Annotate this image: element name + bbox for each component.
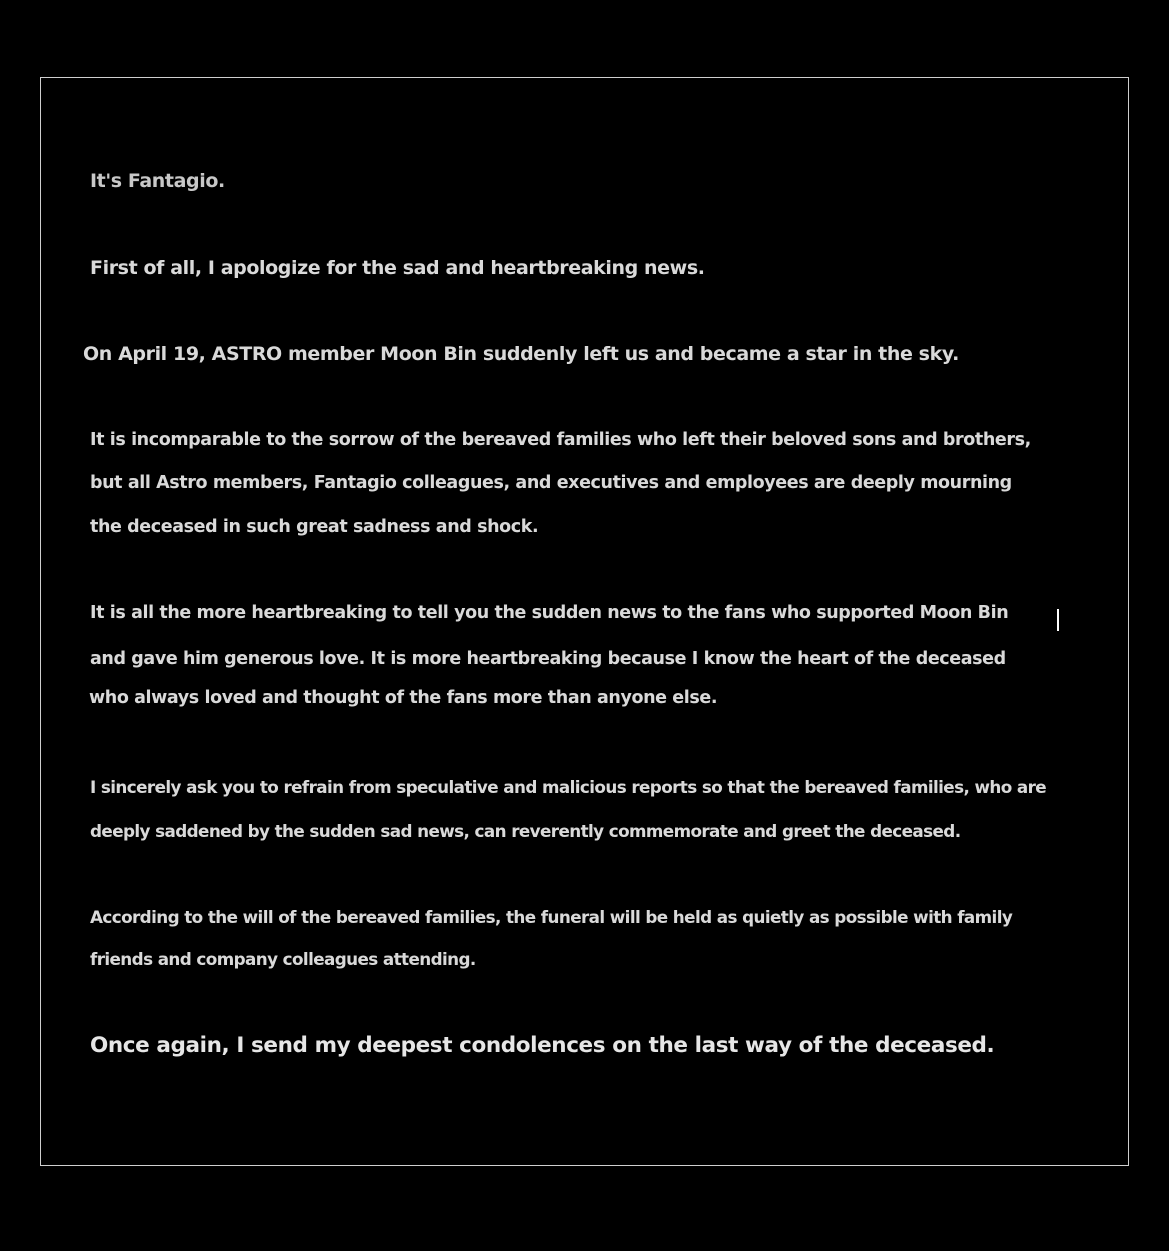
sorrow-line-2: but all Astro members, Fantagio colleagues, and executives and employees are deeply mourning [90, 473, 1012, 493]
text-cursor [1057, 609, 1059, 631]
closing-text: Once again, I send my deepest condolences on the last way of the deceased. [90, 1033, 995, 1058]
apology-text: First of all, I apologize for the sad and heartbreaking news. [90, 257, 705, 279]
sorrow-line-3: the deceased in such great sadness and shock. [90, 517, 539, 537]
funeral-line-2: friends and company colleagues attending. [90, 949, 476, 969]
greeting-text: It's Fantagio. [90, 170, 225, 192]
request-line-1: I sincerely ask you to refrain from speculative and malicious reports so that the bereaved families, who are [90, 777, 1047, 797]
fans-line-3: who always loved and thought of the fans more than anyone else. [89, 688, 718, 708]
sorrow-line-1: It is incomparable to the sorrow of the bereaved families who left their beloved sons and brothers, [90, 430, 1031, 450]
funeral-line-1: According to the will of the bereaved families, the funeral will be held as quietly as possible with family [90, 907, 1013, 927]
request-line-2: deeply saddened by the sudden sad news, can reverently commemorate and greet the deceased. [90, 821, 961, 841]
fans-line-1: It is all the more heartbreaking to tell you the sudden news to the fans who supported Moon Bin [90, 603, 1009, 623]
announcement-text: On April 19, ASTRO member Moon Bin suddenly left us and became a star in the sky. [83, 343, 959, 365]
fans-line-2: and gave him generous love. It is more heartbreaking because I know the heart of the deceased [90, 649, 1006, 669]
